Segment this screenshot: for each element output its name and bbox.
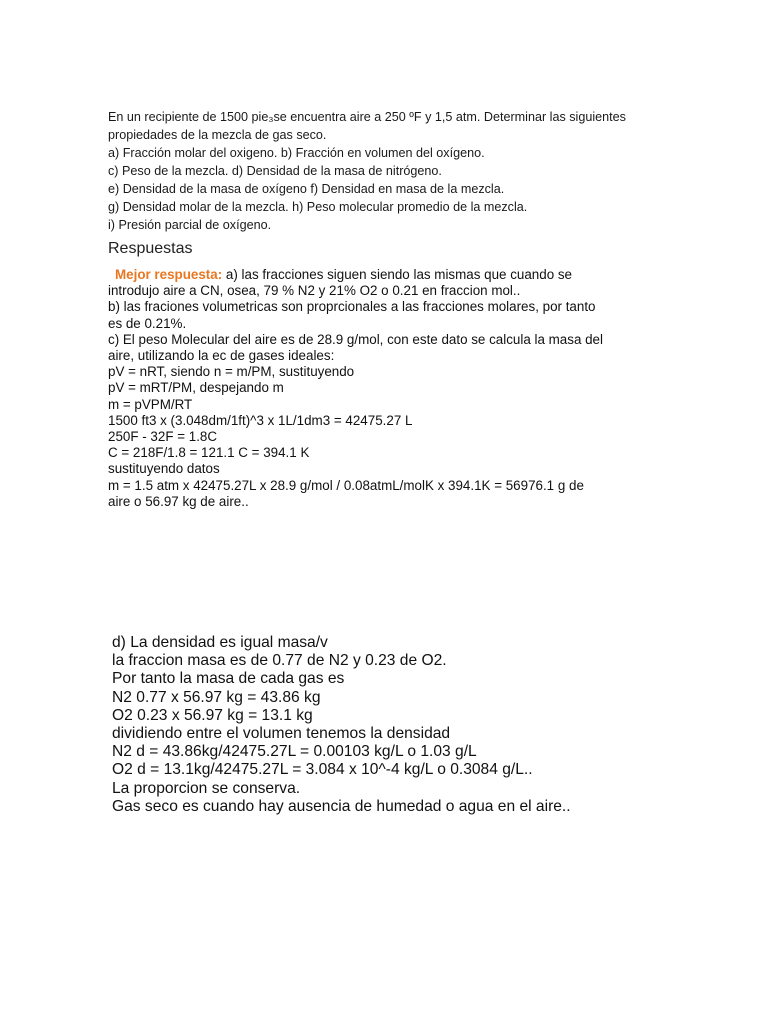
answer-line: sustituyendo datos (108, 461, 220, 477)
answers-heading: Respuestas (108, 240, 193, 257)
problem-line: a) Fracción molar del oxigeno. b) Fracción en volumen del oxígeno. (108, 146, 485, 160)
answer-line: aire, utilizando la ec de gases ideales: (108, 348, 335, 364)
answer-d-line: Gas seco es cuando hay ausencia de humedad o agua en el aire.. (112, 797, 571, 815)
answer-d-line: Por tanto la masa de cada gas es (112, 670, 345, 688)
answer-d-line: O2 d = 13.1kg/42475.27L = 3.084 x 10^-4 kg/L o 0.3084 g/L.. (112, 761, 533, 779)
answer-first-line-text: a) las fracciones siguen siendo las mismas que cuando se (222, 267, 573, 282)
answer-line: pV = mRT/PM, despejando m (108, 380, 284, 396)
answer-line: 250F - 32F = 1.8C (108, 429, 218, 445)
answer-first-line (108, 267, 668, 283)
answer-d-line: La proporcion se conserva. (112, 779, 301, 797)
answer-d-line: d) La densidad es igual masa/v (112, 634, 328, 651)
answer-line: b) las fraciones volumetricas son proprcionales a las fracciones molares, por tanto (108, 299, 596, 315)
problem-line: g) Densidad molar de la mezcla. h) Peso molecular promedio de la mezcla. (108, 200, 528, 214)
answer-line: C = 218F/1.8 = 121.1 C = 394.1 K (108, 445, 310, 461)
answer-line: aire o 56.97 kg de aire.. (108, 493, 249, 509)
answer-line: es de 0.21%. (108, 315, 187, 331)
problem-line: e) Densidad de la masa de oxígeno f) Densidad en masa de la mezcla. (108, 182, 505, 196)
answer-line: pV = nRT, siendo n = m/PM, sustituyendo (108, 364, 355, 380)
answer-d-line: O2 0.23 x 56.97 kg = 13.1 kg (112, 706, 313, 724)
answer-d-line: la fraccion masa es de 0.77 de N2 y 0.23 de O2. (112, 652, 447, 670)
best-answer-label: Mejor respuesta: (115, 267, 223, 282)
answer-line: c) El peso Molecular del aire es de 28.9 g/mol, con este dato se calcula la masa del (108, 331, 603, 347)
problem-line: propiedades de la mezcla de gas seco. (108, 128, 327, 142)
answer-d-block (112, 634, 672, 816)
answer-line: introdujo aire a CN, osea, 79 % N2 y 21% O2 o 0.21 en fraccion mol.. (108, 283, 521, 299)
problem-line: En un recipiente de 1500 pie₃se encuentra aire a 250 ºF y 1,5 atm. Determinar las siguientes (108, 110, 626, 124)
problem-line: c) Peso de la mezcla. d) Densidad de la masa de nitrógeno. (108, 164, 442, 178)
answer-d-line: N2 d = 43.86kg/42475.27L = 0.00103 kg/L o 1.03 g/L (112, 743, 477, 761)
answer-d-line: N2 0.77 x 56.97 kg = 43.86 kg (112, 688, 321, 706)
best-answer-block (108, 267, 668, 510)
problem-statement (108, 108, 668, 234)
answer-line: m = 1.5 atm x 42475.27L x 28.9 g/mol / 0.08atmL/molK x 394.1K = 56976.1 g de (108, 477, 584, 493)
problem-line: i) Presión parcial de oxígeno. (108, 218, 272, 232)
answer-line: 1500 ft3 x (3.048dm/1ft)^3 x 1L/1dm3 = 42475.27 L (108, 412, 413, 428)
answer-d-line: dividiendo entre el volumen tenemos la densidad (112, 725, 451, 743)
answer-line: m = pVPM/RT (108, 396, 193, 412)
